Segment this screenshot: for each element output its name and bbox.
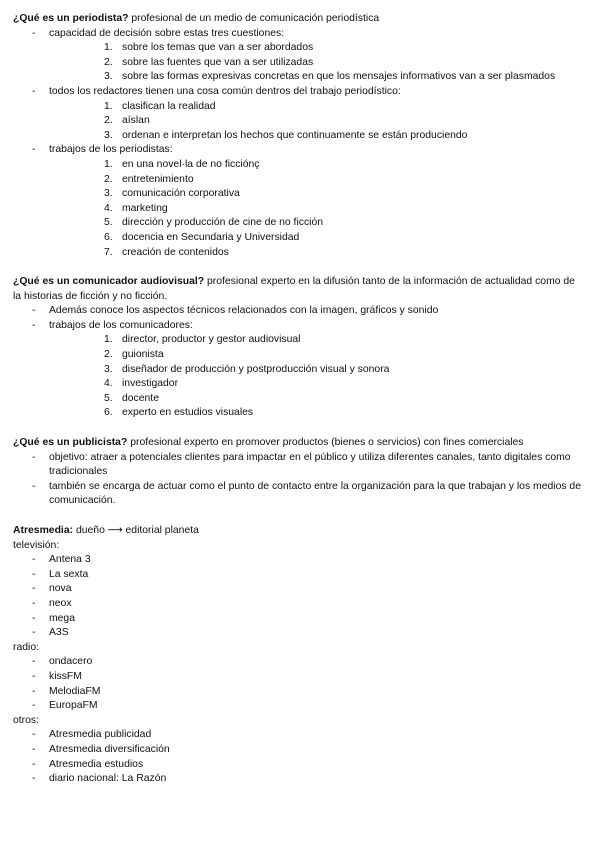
list-item: - Antena 3 [49, 553, 581, 568]
numbered-item: 3. ordenan e interpretan los hechos que continuamente se están produciendo [104, 129, 468, 141]
atresmedia-title: Atresmedia: [13, 525, 74, 536]
list-item [49, 304, 581, 319]
numbered-item: 6. experto en estudios visuales [104, 407, 254, 419]
list-item [49, 85, 581, 143]
periodista-definition: profesional de un medio de comunicación periodística [128, 13, 380, 24]
list-item-text: trabajos de los comunicadores: [49, 319, 193, 331]
numbered-list [49, 41, 581, 85]
list-item: - La sexta [49, 568, 581, 583]
numbered-item: 3. diseñador de producción y postproducción visual y sonora [104, 363, 390, 375]
comunicador-question: ¿Qué es un comunicador audiovisual? [13, 276, 205, 288]
list-item-text: trabajos de los periodistas: [49, 144, 173, 156]
comunicador-list [13, 304, 581, 421]
list-item: - Atresmedia estudios [49, 758, 581, 773]
numbered-item: 1. clasifican la realidad [104, 100, 216, 112]
periodista-question: ¿Qué es un periodista? [13, 13, 129, 24]
numbered-item: 1. sobre los temas que van a ser abordados [104, 42, 314, 54]
list-item: - nova [49, 582, 581, 597]
publicista-list [13, 451, 581, 509]
atresmedia-owner: dueño ⟶ editorial planeta [73, 525, 199, 536]
otros-list [13, 728, 581, 786]
numbered-item: 1. en una novel·la de no ficciónç [104, 158, 260, 170]
numbered-item: 2. entretenimiento [104, 173, 194, 185]
numbered-item: 2. sobre las fuentes que van a ser utilizadas [104, 56, 314, 68]
numbered-item: 2. guionista [104, 349, 164, 361]
comunicador-definition: profesional experto en la difusión tanto de la información de actualidad como de la historias de ficción y no ficción. [13, 276, 575, 302]
list-item: - A3S [49, 626, 581, 641]
radio-list [13, 655, 581, 713]
numbered-item: 3. sobre las formas expresivas concretas en que los mensajes informativos van a ser plasmados [104, 71, 556, 83]
list-item [49, 27, 581, 85]
list-item: - diario nacional: La Razón [49, 772, 581, 787]
numbered-item: 4. investigador [104, 378, 179, 390]
numbered-item: 3. comunicación corporativa [104, 188, 240, 200]
list-item [49, 451, 581, 480]
list-item-text: también se encarga de actuar como el punto de contacto entre la organización para la que trabajan y los medios de comunicación. [49, 480, 581, 507]
section-publicista [13, 436, 581, 509]
list-item: - ondacero [49, 655, 581, 670]
periodista-list [13, 27, 581, 261]
list-item: - Atresmedia publicidad [49, 728, 581, 743]
television-list [13, 553, 581, 641]
numbered-list [49, 100, 581, 144]
numbered-item: 5. docente [104, 392, 159, 404]
list-item [49, 480, 581, 509]
list-item-text: capacidad de decisión sobre estas tres cuestiones: [49, 27, 285, 39]
numbered-item: 7. creación de contenidos [104, 246, 229, 258]
numbered-list [49, 333, 581, 421]
list-item: - mega [49, 612, 581, 627]
list-item-text: objetivo: atraer a potenciales clientes para impactar en el público y utiliza diferentes canales, tanto digitales como tradicionales [49, 451, 571, 478]
document-page [13, 12, 581, 787]
publicista-question: ¿Qué es un publicista? [13, 437, 128, 449]
group-label-radio: radio: [13, 641, 39, 653]
list-item-text: todos los redactores tienen una cosa común dentros del trabajo periodístico: [49, 85, 401, 97]
list-item: - kissFM [49, 670, 581, 685]
numbered-list [49, 158, 581, 260]
numbered-item: 6. docencia en Secundaria y Universidad [104, 231, 300, 243]
list-item [49, 143, 581, 260]
publicista-heading [13, 436, 581, 451]
list-item: - Atresmedia diversificación [49, 743, 581, 758]
numbered-item: 1. director, productor y gestor audiovisual [104, 334, 301, 346]
numbered-item: 4. marketing [104, 202, 168, 214]
periodista-heading [13, 12, 581, 27]
list-item: - neox [49, 597, 581, 612]
publicista-definition: profesional experto en promover productos (bienes o servicios) con fines comerciales [127, 437, 524, 449]
numbered-item: 2. aíslan [104, 115, 150, 127]
section-periodista [13, 12, 581, 260]
list-item: - MelodiaFM [49, 685, 581, 700]
numbered-item: 5. dirección y producción de cine de no ficción [104, 217, 324, 229]
comunicador-heading [13, 275, 581, 304]
group-label-television: televisión: [13, 539, 60, 551]
section-atresmedia [13, 524, 581, 787]
list-item-text: Además conoce los aspectos técnicos relacionados con la imagen, gráficos y sonido [49, 305, 439, 317]
list-item [49, 319, 581, 421]
group-label-otros: otros: [13, 714, 39, 726]
section-comunicador [13, 275, 581, 421]
list-item: - EuropaFM [49, 699, 581, 714]
atresmedia-heading [13, 524, 581, 539]
